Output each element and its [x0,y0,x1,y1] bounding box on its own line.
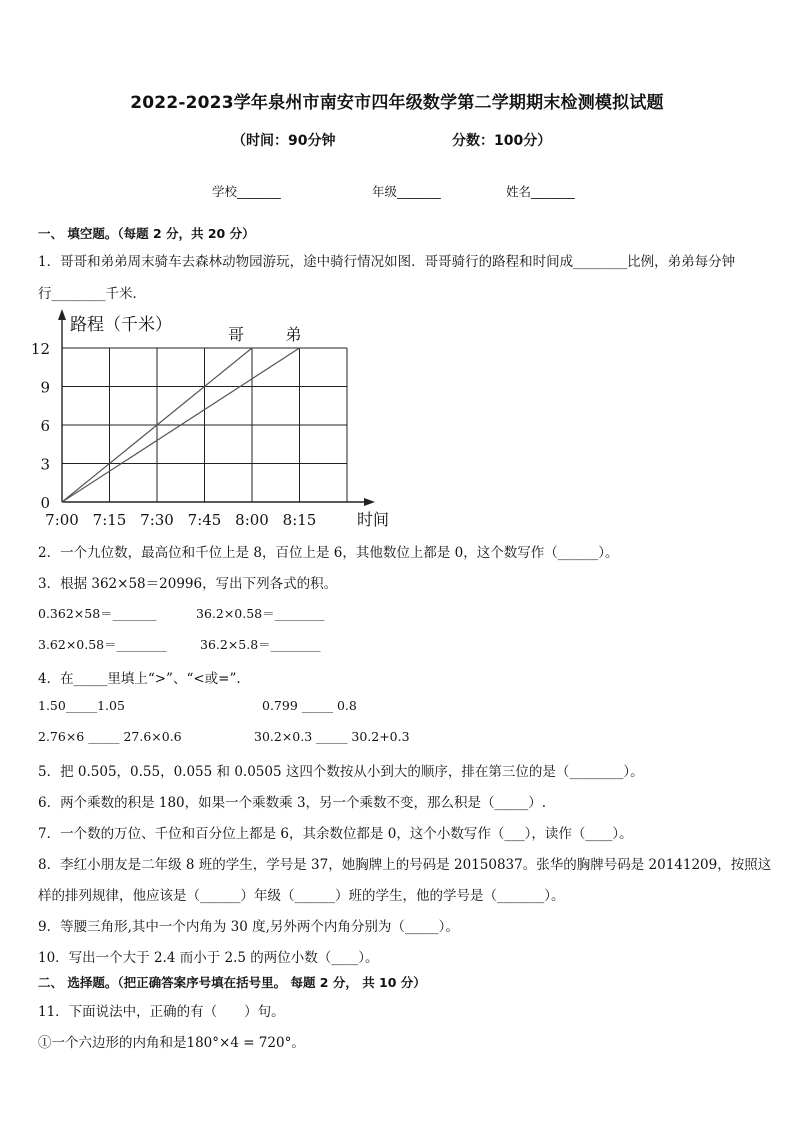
question-11-item-1: ①一个六边形的内角和是180°×4 = 720°。 [38,1035,305,1051]
question-7: 7．一个数的万位、千位和百分位上都是 6，其余数位都是 0，这个小数写作（___），读作（____）。 [38,826,633,842]
question-1-line-1: 1．哥哥和弟弟周末骑车去森林动物园游玩，途中骑行情况如图．哥哥骑行的路程和时间成________比例，弟弟每分钟 [38,254,736,270]
y-tick-label: 3 [40,455,50,474]
question-4-c: 2.76×6 _____ 27.6×0.6 [38,729,182,744]
series-label: 弟 [285,325,302,344]
question-5: 5．把 0.505，0.55，0.055 和 0.0505 这四个数按从小到大的顺序，排在第三位的是（________）。 [38,764,644,780]
section-heading-fill-blank: 一、 填空题。（每题 2 分，共 20 分） [38,226,255,241]
x-tick-label: 7:30 [140,511,174,529]
chart-axes [58,309,375,506]
question-4-d: 30.2×0.3 _____ 30.2+0.3 [254,729,410,744]
question-4-a: 1.50_____1.05 [38,698,125,713]
question-1-line-2: 行________千米． [38,286,146,302]
section-heading-multiple-choice: 二、 选择题。（把正确答案序号填在括号里。 每题 2 分， 共 10 分） [38,975,426,990]
question-4-stem: 4．在_____里填上“>”、“<或=”. [38,671,241,687]
exam-time: （时间：90分钟 [232,133,336,149]
y-axis-label: 路程（千米） [70,315,172,335]
question-3-c: 3.62×0.58＝________ [38,637,167,652]
distance-time-chart [20,306,390,531]
question-3-a: 0.362×58＝_______ [38,606,157,621]
x-tick-label: 7:00 [45,511,79,529]
y-tick-label: 6 [40,417,50,435]
question-2: 2．一个九位数，最高位和千位上是 8，百位上是 6，其他数位上都是 0，这个数写作（______）。 [38,545,619,561]
y-axis-arrow [58,309,66,320]
question-8-line-2: 样的排列规律，他应该是（______）年级（______）班的学生，他的学号是（_______）。 [38,888,565,904]
exam-score: 分数：100分） [452,133,552,149]
y-tick-label: 9 [40,378,50,397]
x-axis-label: 时间 [357,510,390,529]
y-tick-label: 0 [40,494,50,512]
grade-field: 年级_______ [372,184,441,199]
school-field: 学校_______ [212,184,281,199]
x-tick-label: 8:00 [235,511,269,529]
x-axis-arrow [364,498,375,506]
series-label: 哥 [228,325,245,344]
question-3-b: 36.2×0.58＝________ [196,606,325,621]
x-tick-label: 8:15 [282,511,317,529]
question-8-line-1: 8．李红小朋友是二年级 8 班的学生，学号是 37，她胸牌上的号码是 20150837。张华的胸牌号码是 20141209，按照这 [38,857,772,873]
question-6: 6．两个乘数的积是 180，如果一个乘数乘 3，另一个乘数不变，那么积是（_____）. [38,795,547,811]
page-title: 2022-2023学年泉州市南安市四年级数学第二学期期末检测模拟试题 [130,93,664,113]
x-tick-label: 7:45 [187,511,222,529]
x-tick-label: 7:15 [92,511,127,529]
question-3-stem: 3．根据 362×58＝20996，写出下列各式的积。 [38,576,338,592]
question-3-d: 36.2×5.8＝________ [200,637,321,652]
question-4-b: 0.799 _____ 0.8 [262,698,357,713]
question-9: 9．等腰三角形,其中一个内角为 30 度,另外两个内角分别为（_____）。 [38,919,459,935]
question-11-stem: 11．下面说法中，正确的有（ ）句。 [38,1004,285,1020]
question-10: 10．写出一个大于 2.4 而小于 2.5 的两位小数（____）。 [38,950,379,966]
name-field: 姓名_______ [506,184,575,199]
chart-labels [31,315,389,529]
chart-grid [62,348,347,502]
y-tick-label: 12 [30,340,50,358]
